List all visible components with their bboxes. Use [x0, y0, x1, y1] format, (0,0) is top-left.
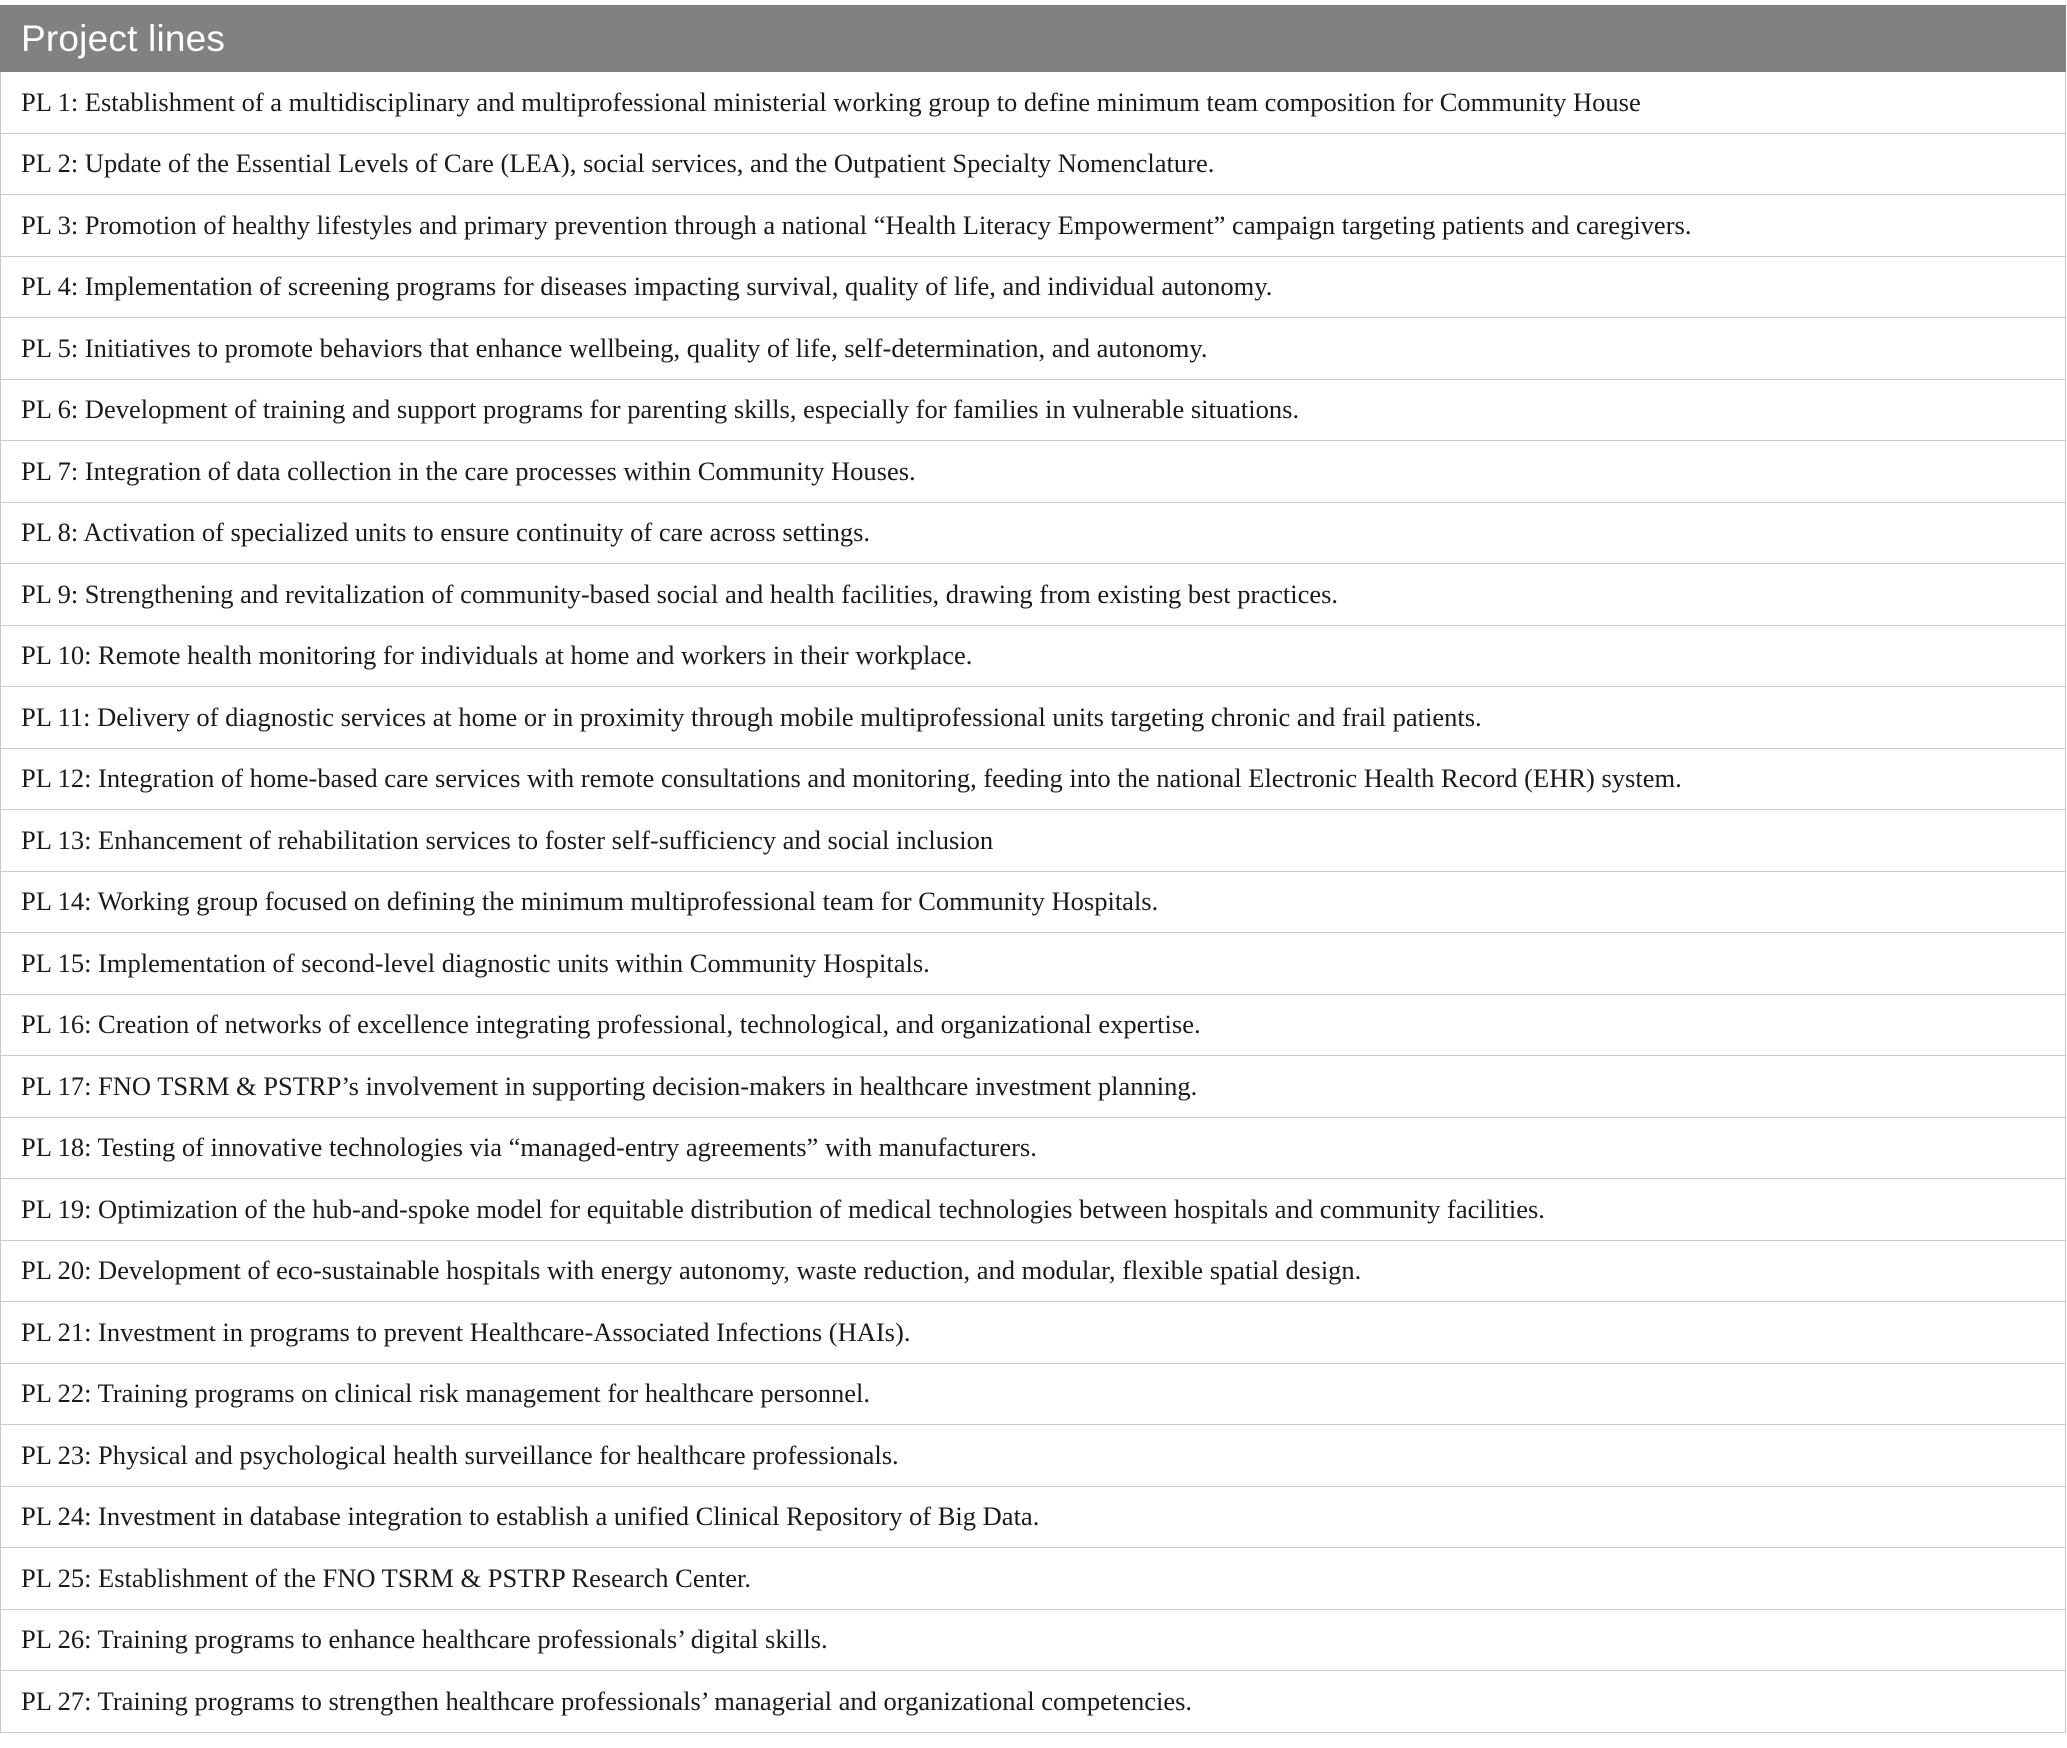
header-row	[1, 6, 2066, 72]
table-cell: PL 9: Strengthening and revitalization of community-based social and health facilities, drawing from existing best practices.	[1, 564, 2066, 626]
table-row	[1, 1671, 2066, 1733]
table-cell: PL 17: FNO TSRM & PSTRP’s involvement in supporting decision-makers in healthcare investment planning.	[1, 1056, 2066, 1118]
table-cell: PL 8: Activation of specialized units to ensure continuity of care across settings.	[1, 502, 2066, 564]
table-cell: PL 25: Establishment of the FNO TSRM & PSTRP Research Center.	[1, 1548, 2066, 1610]
table-cell: PL 6: Development of training and support programs for parenting skills, especially for families in vulnerable situations.	[1, 379, 2066, 441]
table-row	[1, 564, 2066, 626]
table-cell: PL 26: Training programs to enhance healthcare professionals’ digital skills.	[1, 1609, 2066, 1671]
table-row	[1, 1609, 2066, 1671]
table-row	[1, 810, 2066, 872]
table-row	[1, 379, 2066, 441]
table-cell: PL 24: Investment in database integration to establish a unified Clinical Repository of Big Data.	[1, 1486, 2066, 1548]
table-row	[1, 933, 2066, 995]
table-row	[1, 748, 2066, 810]
table-row	[1, 1425, 2066, 1487]
table-row	[1, 1486, 2066, 1548]
table-row	[1, 1179, 2066, 1241]
table-row	[1, 1117, 2066, 1179]
table-cell: PL 7: Integration of data collection in the care processes within Community Houses.	[1, 441, 2066, 503]
project-lines-table	[0, 5, 2066, 1733]
table-cell: PL 18: Testing of innovative technologies via “managed-entry agreements” with manufacturers.	[1, 1117, 2066, 1179]
table-row	[1, 871, 2066, 933]
table-cell: PL 27: Training programs to strengthen healthcare professionals’ managerial and organizational competencies.	[1, 1671, 2066, 1733]
table-cell: PL 23: Physical and psychological health surveillance for healthcare professionals.	[1, 1425, 2066, 1487]
table-row	[1, 318, 2066, 380]
table-row	[1, 994, 2066, 1056]
table-row	[1, 502, 2066, 564]
table-cell: PL 12: Integration of home-based care services with remote consultations and monitoring, feeding into the national Electronic Health Record (EHR) system.	[1, 748, 2066, 810]
table-row	[1, 1363, 2066, 1425]
table-row	[1, 1240, 2066, 1302]
table-cell: PL 14: Working group focused on defining the minimum multiprofessional team for Community Hospitals.	[1, 871, 2066, 933]
table-cell: PL 13: Enhancement of rehabilitation services to foster self-sufficiency and social inclusion	[1, 810, 2066, 872]
table-body	[1, 72, 2066, 1733]
table-cell: PL 15: Implementation of second-level diagnostic units within Community Hospitals.	[1, 933, 2066, 995]
table-header	[1, 6, 2066, 72]
table-row	[1, 133, 2066, 195]
table-row	[1, 441, 2066, 503]
table-cell: PL 10: Remote health monitoring for individuals at home and workers in their workplace.	[1, 625, 2066, 687]
table-cell: PL 21: Investment in programs to prevent Healthcare-Associated Infections (HAIs).	[1, 1302, 2066, 1364]
column-header-project-lines: Project lines	[1, 6, 2066, 72]
table-cell: PL 22: Training programs on clinical risk management for healthcare personnel.	[1, 1363, 2066, 1425]
table-row	[1, 256, 2066, 318]
table-cell: PL 16: Creation of networks of excellence integrating professional, technological, and organizational expertise.	[1, 994, 2066, 1056]
table-row	[1, 1548, 2066, 1610]
table-row	[1, 1056, 2066, 1118]
project-lines-table-container	[0, 5, 2066, 1733]
table-cell: PL 5: Initiatives to promote behaviors that enhance wellbeing, quality of life, self-determination, and autonomy.	[1, 318, 2066, 380]
table-cell: PL 19: Optimization of the hub-and-spoke model for equitable distribution of medical technologies between hospitals and community facilities.	[1, 1179, 2066, 1241]
table-row	[1, 1302, 2066, 1364]
table-cell: PL 20: Development of eco-sustainable hospitals with energy autonomy, waste reduction, and modular, flexible spatial design.	[1, 1240, 2066, 1302]
table-row	[1, 72, 2066, 134]
table-row	[1, 625, 2066, 687]
table-cell: PL 1: Establishment of a multidisciplinary and multiprofessional ministerial working group to define minimum team composition for Community House	[1, 72, 2066, 134]
table-row	[1, 195, 2066, 257]
table-row	[1, 687, 2066, 749]
table-cell: PL 4: Implementation of screening programs for diseases impacting survival, quality of life, and individual autonomy.	[1, 256, 2066, 318]
table-cell: PL 3: Promotion of healthy lifestyles and primary prevention through a national “Health Literacy Empowerment” campaign targeting patients and caregivers.	[1, 195, 2066, 257]
table-cell: PL 11: Delivery of diagnostic services at home or in proximity through mobile multiprofessional units targeting chronic and frail patients.	[1, 687, 2066, 749]
table-cell: PL 2: Update of the Essential Levels of Care (LEA), social services, and the Outpatient Specialty Nomenclature.	[1, 133, 2066, 195]
